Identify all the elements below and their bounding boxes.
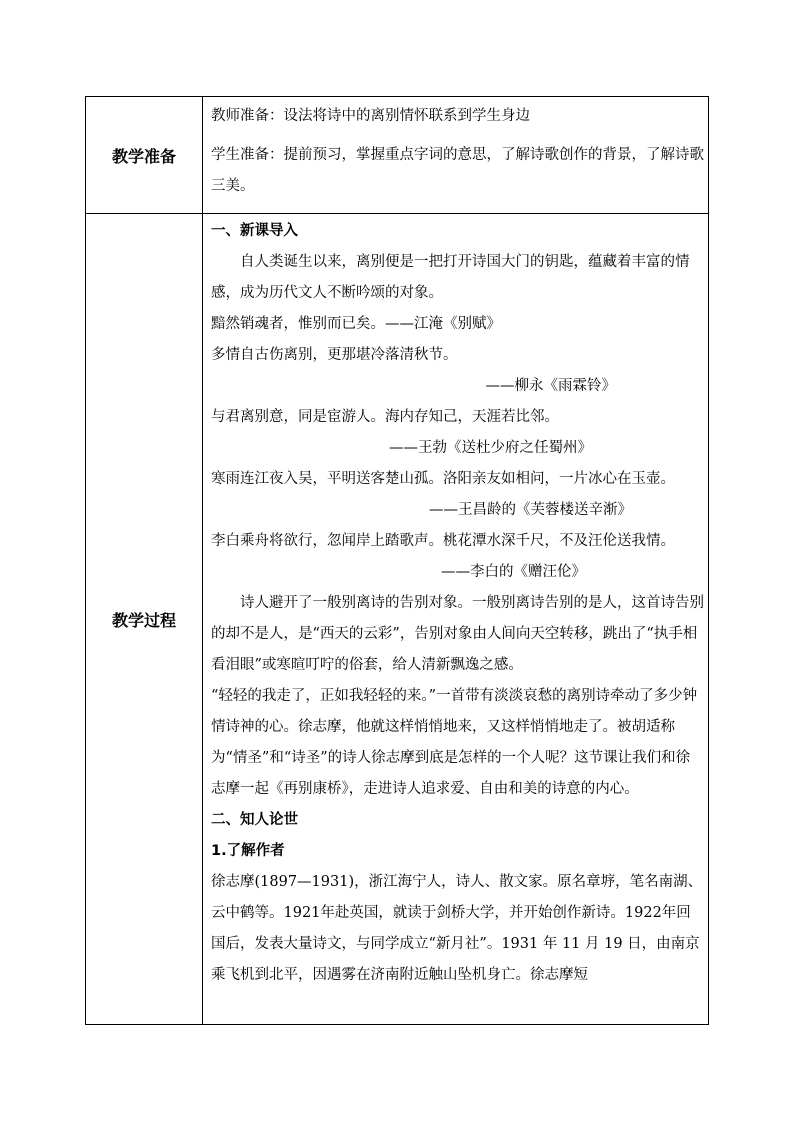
author-paragraph: 徐志摩(1897—1931)，浙江海宁人，诗人、散文家。原名章垿，笔名南湖、云中鹤等。1921年赴英国，就读于剑桥大学，并开始创作新诗。1922年回国后，发表大量诗文，与同学成立“新月社”。1931 年 11 月 19 日，由南京乘飞机到北平，因遇雾在济南附近触山坠机身亡。徐志摩短 bbox=[211, 874, 703, 983]
intro-paragraph: 自人类诞生以来，离别便是一把打开诗国大门的钥匙，蕴藏着丰富的情感，成为历代文人不断吟颂的对象。 bbox=[211, 254, 690, 301]
student-prep: 学生准备：提前预习，掌握重点字词的意思，了解诗歌创作的背景，了解诗歌三美。 bbox=[211, 147, 704, 194]
prep-content bbox=[203, 97, 709, 214]
quote-5-source: ——李白的《赠汪伦》 bbox=[441, 564, 586, 580]
process-label: 教学过程 bbox=[86, 214, 203, 1025]
transition-paragraph: “轻轻的我走了，正如我轻轻的来。”一首带有淡淡哀愁的离别诗牵动了多少钟情诗神的心。徐志摩，他就这样悄悄地来，又这样悄悄地走了。被胡适称为“情圣”和“诗圣”的诗人徐志摩到底是怎样的一个人呢？这节课让我们和徐志摩一起《再别康桥》，走进诗人追求爱、自由和美的诗意的内心。 bbox=[211, 688, 698, 797]
quote-3-source: ——王勃《送杜少府之任蜀州》 bbox=[389, 440, 592, 456]
prep-label: 教学准备 bbox=[86, 97, 203, 214]
quote-3: 与君离别意，同是宦游人。海内存知己，天涯若比邻。 bbox=[211, 409, 559, 425]
process-row bbox=[86, 214, 709, 1025]
quote-2-source: ——柳永《雨霖铃》 bbox=[485, 378, 616, 394]
quote-2: 多情自古伤离别，更那堪冷落清秋节。 bbox=[211, 347, 458, 363]
quote-1: 黯然销魂者，惟别而已矣。——江淹《别赋》 bbox=[211, 316, 501, 332]
quote-4-source: ——王昌龄的《芙蓉楼送辛渐》 bbox=[429, 502, 632, 518]
section2-title: 二、知人论世 bbox=[211, 812, 298, 828]
subsection1-title: 1.了解作者 bbox=[211, 843, 285, 859]
process-content bbox=[203, 214, 709, 1025]
quote-4: 寒雨连江夜入吴，平明送客楚山孤。洛阳亲友如相问，一片冰心在玉壶。 bbox=[211, 471, 675, 487]
prep-row bbox=[86, 97, 709, 214]
teacher-prep: 教师准备：设法将诗中的离别情怀联系到学生身边 bbox=[211, 108, 530, 124]
quote-5: 李白乘舟将欲行，忽闻岸上踏歌声。桃花潭水深千尺，不及汪伦送我情。 bbox=[211, 533, 675, 549]
lesson-plan-table bbox=[85, 96, 709, 1025]
analysis-paragraph: 诗人避开了一般别离诗的告别对象。一般别离诗告别的是人，这首诗告别的却不是人，是“西天的云彩”，告别对象由人间向天空转移，跳出了“执手相看泪眼”或寒暄叮咛的俗套，给人清新飘逸之感。 bbox=[211, 595, 704, 673]
section1-title: 一、新课导入 bbox=[211, 223, 298, 239]
